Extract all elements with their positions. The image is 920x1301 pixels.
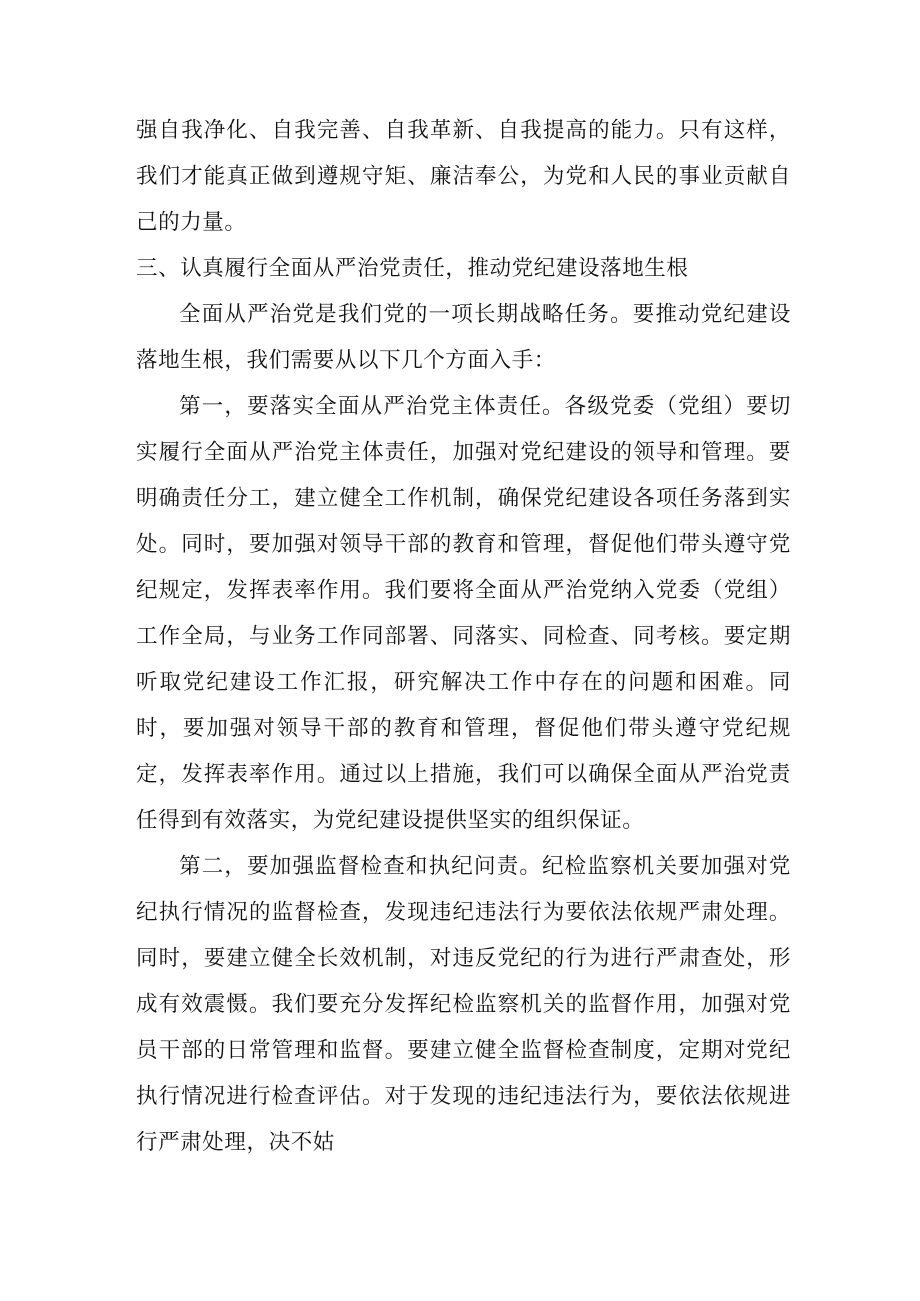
continued-paragraph: 强自我净化、自我完善、自我革新、自我提高的能力。只有这样，我们才能真正做到遵规守矩、廉洁奉公，为党和人民的事业贡献自己的力量。 <box>136 118 791 235</box>
section-heading: 三、认真履行全面从严治党责任，推动党纪建设落地生根 <box>136 256 689 281</box>
body-paragraph-first: 第一，要落实全面从严治党主体责任。各级党委（党组）要切实履行全面从严治党主体责任，加强对党纪建设的领导和管理。要明确责任分工，建立健全工作机制，确保党纪建设各项任务落到实处。同时，要加强对领导干部的教育和管理，督促他们带头遵守党纪规定，发挥表率作用。我们要将全面从严治党纳入党委（党组）工作全局，与业务工作同部署、同落实、同检查、同考核。要定期听取党纪建设工作汇报，研究解决工作中存在的问题和困难。同时，要加强对领导干部的教育和管理，督促他们带头遵守党纪规定，发挥表率作用。通过以上措施，我们可以确保全面从严治党责任得到有效落实，为党纪建设提供坚实的组织保证。 <box>136 394 791 833</box>
document-body <box>136 108 791 1166</box>
body-paragraph-second: 第二，要加强监督检查和执纪问责。纪检监察机关要加强对党纪执行情况的监督检查，发现违纪违法行为要依法依规严肃处理。同时，要建立健全长效机制，对违反党纪的行为进行严肃查处，形成有效震慑。我们要充分发挥纪检监察机关的监督作用，加强对党员干部的日常管理和监督。要建立健全监督检查制度，定期对党纪执行情况进行检查评估。对于发现的违纪违法行为，要依法依规进行严肃处理，决不姑 <box>136 854 791 1155</box>
body-paragraph-intro: 全面从严治党是我们党的一项长期战略任务。要推动党纪建设落地生根，我们需要从以下几个方面入手： <box>136 302 791 373</box>
